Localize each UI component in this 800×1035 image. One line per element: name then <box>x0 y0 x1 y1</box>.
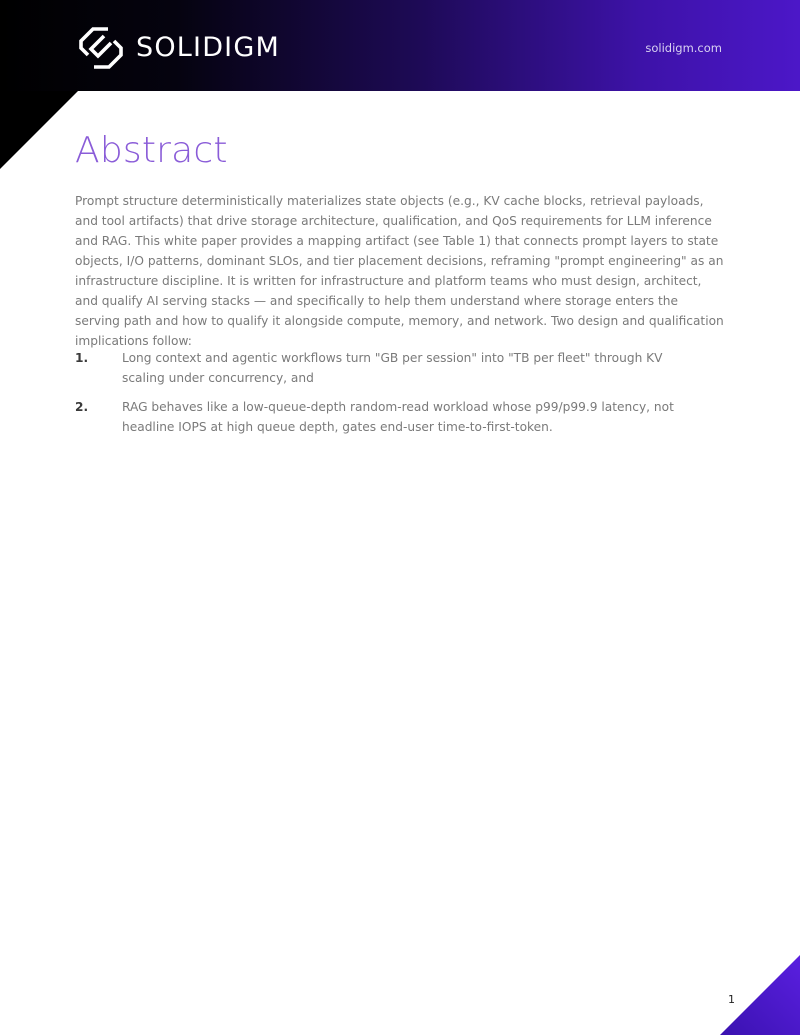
solidigm-logo[interactable] <box>78 26 280 70</box>
brand-name: SOLIDIGM <box>136 32 280 63</box>
implications-list <box>75 348 725 446</box>
list-item <box>75 397 725 437</box>
corner-triangle-top-left <box>0 91 78 169</box>
list-item-number: 1. <box>75 351 89 365</box>
corner-triangle-bottom-right <box>720 955 800 1035</box>
list-item-number: 2. <box>75 400 89 414</box>
list-item-text: Long context and agentic workflows turn "GB per session" into "TB per fleet" through KV scaling under concurrency, and <box>122 351 663 385</box>
list-item <box>75 348 725 388</box>
site-url-link[interactable]: solidigm.com <box>645 41 722 55</box>
list-item-text: RAG behaves like a low-queue-depth random-read workload whose p99/p99.9 latency, not headline IOPS at high queue depth, gates end-user time-to-first-token. <box>122 400 674 434</box>
page-title: Abstract <box>75 130 228 171</box>
page-number: 1 <box>728 993 735 1006</box>
abstract-paragraph: Prompt structure deterministically materializes state objects (e.g., KV cache blocks, retrieval payloads, and tool artifacts) that drive storage architecture, qualification, and QoS requirements for LLM inference and RAG. This white paper provides a mapping artifact (see Table 1) that connects prompt layers to state objects, I/O patterns, dominant SLOs, and tier placement decisions, reframing "prompt engineering" as an infrastructure discipline. It is written for infrastructure and platform teams who must design, architect, and qualify AI serving stacks — and specifically to help them understand where storage enters the serving path and how to qualify it alongside compute, memory, and network. Two design and qualification implications follow: <box>75 194 724 348</box>
solidigm-logo-mark-icon <box>78 26 124 70</box>
